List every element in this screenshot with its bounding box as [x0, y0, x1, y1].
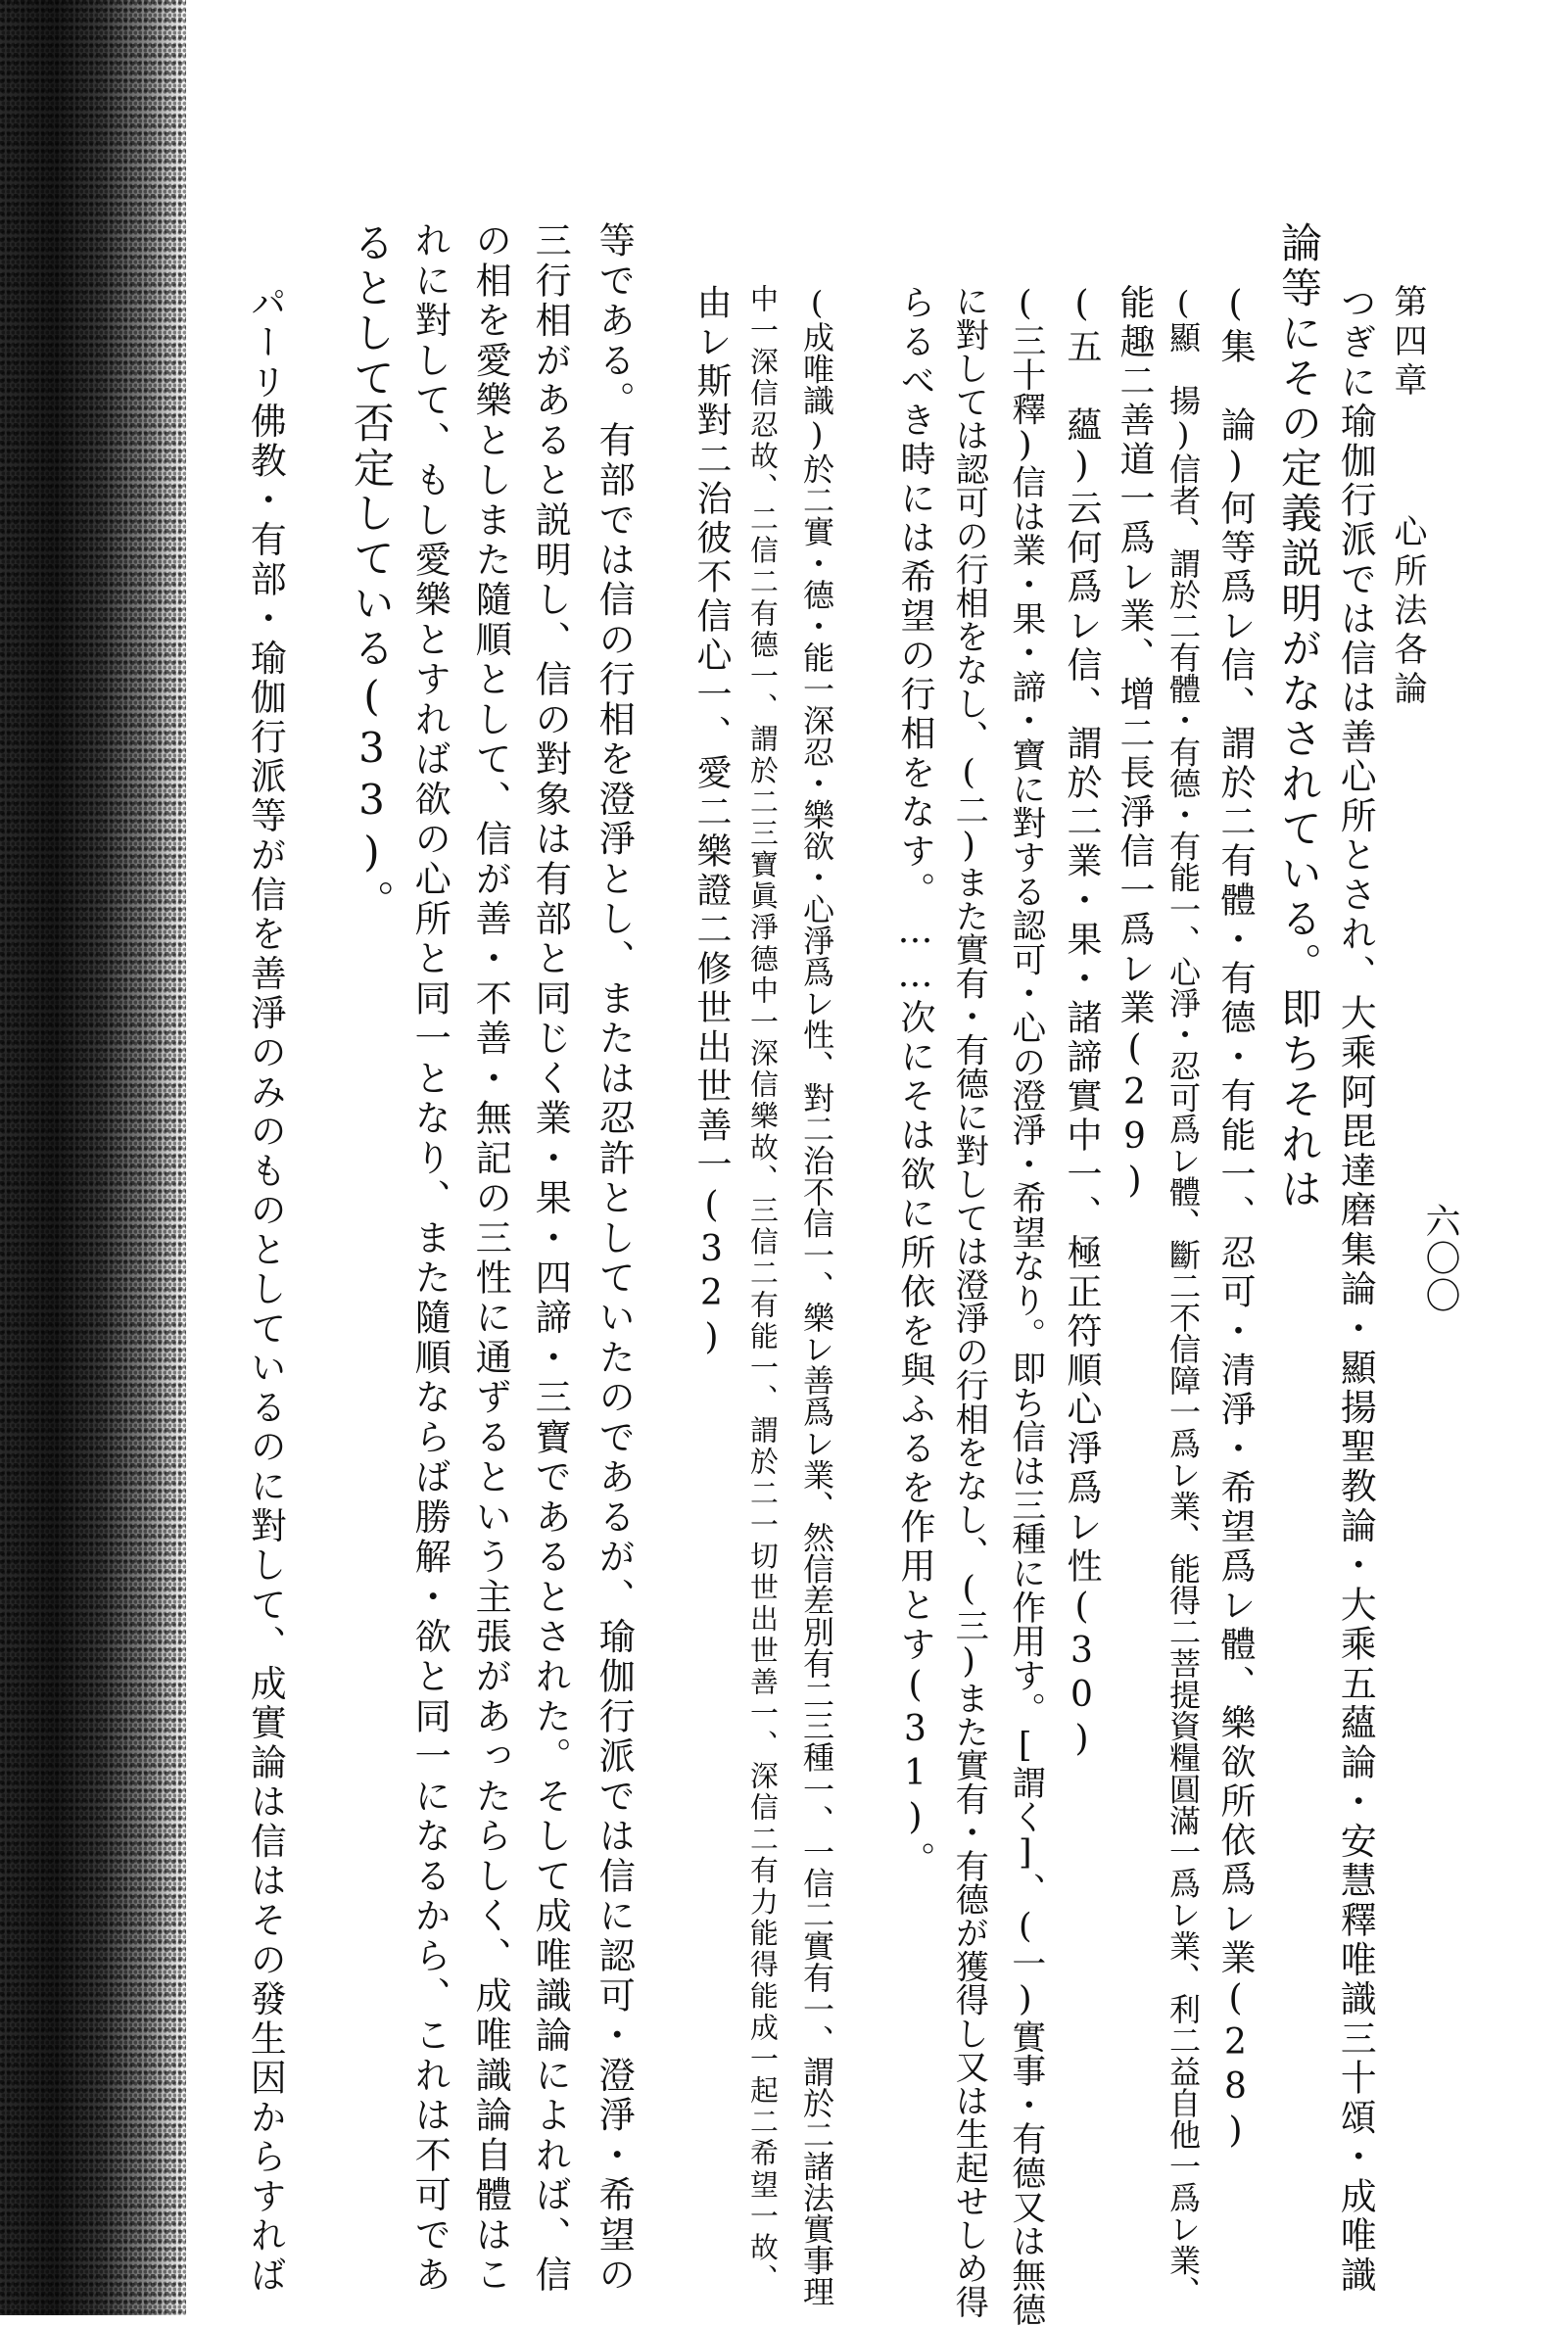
text-line: の相を愛樂としまた隨順として、信が善・不善・無記の三性に通ずるという主張があったらしく、成唯識論自體はこ	[469, 221, 513, 2296]
quote-line: 由レ斯對二治彼不信心一、愛二樂證二修世出世善一(32)	[691, 284, 732, 1361]
text-line: 等である。有部では信の行相を澄淨とし、または忍許としていたのであるが、瑜伽行派では信に認可・澄淨・希望の	[593, 221, 637, 2296]
text-line: 論等にその定義説明がなされている。即ちそれは	[1275, 221, 1323, 1212]
quote-line: に對しては認可の行相をなし、(二)また實有・有德に對しては澄淨の行相をなし、(三)また實有・有德が獲得し又は生起せしめ得	[949, 284, 989, 2318]
quote-line: (顯 揚)信者、謂於二有體・有德・有能一、心淨・忍可爲レ體、斷二不信障一爲レ業、能得二菩提資糧圓滿一爲レ業、利二益自他一爲レ業、	[1164, 284, 1203, 2307]
text-line: るとして否定している(33)。	[348, 221, 396, 925]
quote-line: 中一深信忍故、二信二有德一、謂於二三寶眞淨德中一深信樂故、三信二有能一、謂於二一切世出世善一、深信二有力能得能成一起二希望一故、	[745, 284, 780, 2296]
text-line: 三行相があると説明し、信の對象は有部と同じく業・果・四諦・三寶であるとされた。そして成唯識論によれば、信	[529, 221, 573, 2296]
scan-binding-shadow	[0, 0, 186, 2315]
text-line: パーリ佛教・有部・瑜伽行派等が信を善淨のみのものとしているのに對して、成實論は信はその發生因からすれば	[244, 284, 287, 2296]
quote-line: (五 蘊)云何爲レ信、謂於二業・果・諸諦實中一、極正符順心淨爲レ性(30)	[1062, 284, 1102, 1763]
quote-line: (集 論)何等爲レ信、謂於二有體・有德・有能一、忍可・清淨・希望爲レ體、樂欲所依爲レ業(28)	[1215, 284, 1256, 2155]
text-line: れに對して、もし愛樂とすれば欲の心所と同一となり、また隨順ならば勝解・欲と同一になるから、これは不可であ	[408, 221, 452, 2296]
section-title: 心所法各論	[1388, 514, 1427, 710]
quote-line: 能趣二善道一爲レ業、增二長淨信一爲レ業(29)	[1115, 284, 1155, 1205]
quote-line: (三十釋)信は業・果・諦・寶に對する認可・心の澄淨・希望なり。即ち信は三種に作用す。[謂く]、(一)實事・有德又は無德	[1005, 284, 1045, 2326]
text-line: つぎに瑜伽行派では信は善心所とされ、大乘阿毘達磨集論・顯揚聖教論・大乘五蘊論・安慧釋唯識三十頌・成唯識	[1334, 284, 1377, 2296]
page-number: 六〇〇	[1420, 1203, 1460, 1314]
quote-line: らるべき時には希望の行相をなす。……次にそは欲に所依を與ふるを作用とす(31)。	[895, 284, 935, 1880]
chapter-label: 第四章	[1388, 284, 1427, 402]
quote-line: (成唯識)於二實・德・能一深忍・樂欲・心淨爲レ性、對二治不信一、樂レ善爲レ業、然信差別有二三種一、一信二實有一、謂於二諸法實事理	[798, 284, 836, 2307]
